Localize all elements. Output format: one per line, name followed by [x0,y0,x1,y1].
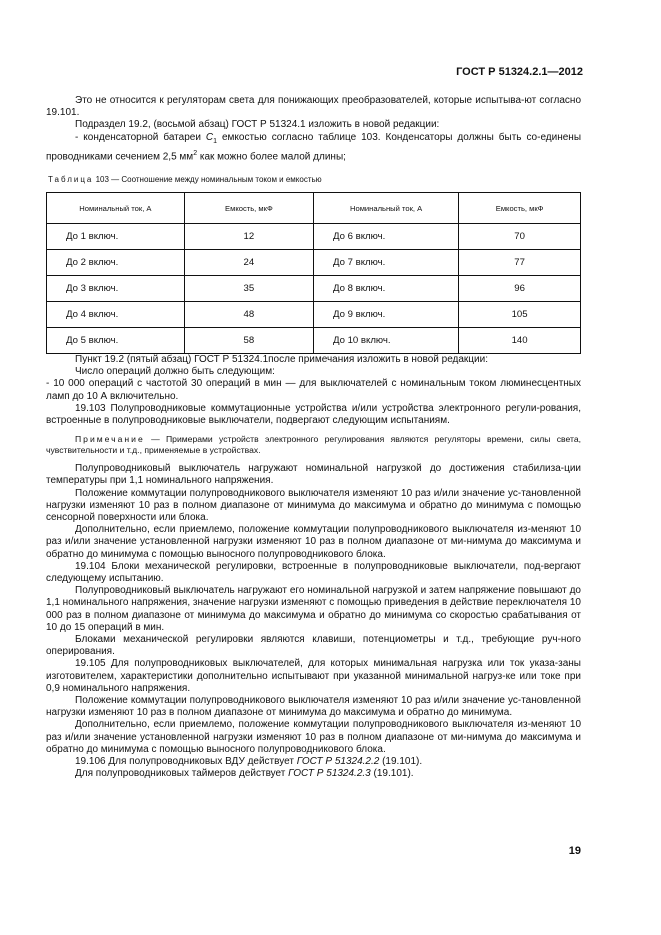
intro-p3-part-a: - конденсаторной батареи [75,131,206,143]
body-paragraph: Полупроводниковый выключатель нагружают его номинальной нагрузкой и затем напряжение повышают до 1,1 номинального напряжения, значение нагрузки изменяют с помощью приведения в действие переключателя 10 000 раз в полном диапазоне от минимума до максимума и обратно до минимума со скоростью срабатывания от 10 до 15 операций в мин. [46,585,581,633]
table-header-cell: Номинальный ток, А [47,193,185,224]
body-paragraph: 19.103 Полупроводниковые коммутационные устройства и/или устройства электронного регули-рования, встроенные в полупроводниковые выключатели, подвергают следующим испытаниям. [46,402,581,427]
note-text: — Примерами устройств электронного регулирования являются регуляторы времени, силы света, чувствительности и т.д., применяемые в устройствах. [46,434,581,456]
capacitor-subscript: 1 [213,137,218,145]
intro-block [46,95,581,163]
table-cell: 12 [184,224,313,250]
body-paragraph: Дополнительно, если приемлемо, положение коммутации полупроводникового выключателя из-меняют 10 раз и/или значение установленной нагрузки изменяют 10 раз в полном диапазоне от ми-нимума до максимума и обратно до минимума с помощью выносного полупроводникового блока. [46,719,581,755]
table-row [47,276,581,302]
table-row [47,224,581,250]
body-paragraph: Полупроводниковый выключатель нагружают номинальной нагрузкой до достижения стабилиза-ции температуры при 1,1 номинального напряжения. [46,463,581,487]
body-paragraph: Дополнительно, если приемлемо, положение коммутации полупроводникового выключателя из-меняют 10 раз и/или значение установленной нагрузки изменяют 10 раз в полном диапазоне от ми-нимума до максимума и обратно до минимума с помощью выносного полупроводникового блока. [46,524,581,560]
body-paragraph: Число операций должно быть следующим: [75,366,275,378]
intro-p3-part-c: как можно более малой длины; [197,151,346,163]
note-paragraph [46,434,581,456]
table-cell: 35 [184,276,313,302]
intro-p3-part-b: емкостью согласно таблице 103. Конденсаторы должны быть со-единены проводниками сечением 2,5 мм [46,131,582,163]
table-cell: До 10 включ. [313,328,458,354]
standard-reference: ГОСТ Р 51324.2.2 [296,756,380,768]
body-paragraph: 19.104 Блоки механической регулировки, встроенные в полупроводниковые выключатели, под-вергают следующему испытанию. [46,560,581,585]
document-header: ГОСТ Р 51324.2.1—2012 [456,66,583,78]
table-header-cell: Емкость, мкФ [184,193,313,224]
table-header-cell: Емкость, мкФ [459,193,581,224]
body-paragraph: Положение коммутации полупроводникового выключателя изменяют 10 раз и/или значение ус-тановленной нагрузки изменяют 10 раз в полном диапазоне от минимума до максимума и обратно до минимума с помощью сенсорной поверхности или блока. [46,487,581,524]
table-cell: 70 [459,224,581,250]
table-cell: До 7 включ. [313,250,458,276]
table-cell: До 5 включ. [47,328,185,354]
b14-part-c: (19.101). [379,756,423,768]
table-cell: 77 [459,250,581,276]
table-cell: 58 [184,328,313,354]
b15-part-c: (19.101). [370,768,414,780]
table-row [47,328,581,354]
intro-paragraph-2: Подраздел 19.2, (восьмой абзац) ГОСТ Р 51324.1 изложить в новой редакции: [75,119,440,131]
table-cell: До 1 включ. [47,224,185,250]
table-header-cell: Номинальный ток, А [313,193,458,224]
standard-reference: ГОСТ Р 51324.2.3 [288,768,371,780]
table-caption [48,174,583,186]
table-cell: До 2 включ. [47,250,185,276]
table-cell: До 4 включ. [47,302,185,328]
capacitance-table [46,192,581,354]
table-caption-word: Таблица [48,175,94,184]
b14-part-a: 19.106 Для полупроводниковых ВДУ действует [75,756,297,768]
body-paragraph: Пункт 19.2 (пятый абзац) ГОСТ Р 51324.1после примечания изложить в новой редакции: [75,354,488,365]
body-paragraph [46,768,581,780]
table-cell: 140 [459,328,581,354]
table-cell: До 9 включ. [313,302,458,328]
table-cell: 48 [184,302,313,328]
table-header-row [47,193,581,224]
capacitor-symbol: C [205,131,214,143]
table-cell: До 8 включ. [313,276,458,302]
b15-part-a: Для полупроводниковых таймеров действует [75,768,289,780]
intro-paragraph-1: Это не относится к регуляторам света для понижающих преобразователей, которые испытыва-ют согласно 19.101. [46,95,581,119]
body-paragraph: Блоками механической регулировки являются клавиши, потенциометры и т.д., требующие руч-ного оперирования. [46,634,581,658]
page-number: 19 [568,845,581,857]
table-cell: 105 [459,302,581,328]
table-caption-rest: 103 — Соотношение между номинальным током и емкостью [93,175,322,184]
body-block [46,354,581,781]
table-row [47,302,581,328]
table-cell: 96 [459,276,581,302]
intro-paragraph-3 [46,132,581,164]
table-cell: До 3 включ. [47,276,185,302]
unit-superscript: 2 [193,149,198,157]
body-paragraph: - 10 000 операций с частотой 30 операций в мин — для выключателей с номинальным током люминесцентных ламп до 10 А включительно. [46,378,581,402]
table-cell: До 6 включ. [313,224,458,250]
table-cell: 24 [184,250,313,276]
note-label: Примечание [75,434,145,445]
body-paragraph: 19.105 Для полупроводниковых выключателей, для которых минимальная нагрузка или ток указа-заны изготовителем, характеристики дополнительно испытывают при указанной минимальной нагруз-ке или токе при 0,9 номинального напряжения. [46,658,581,694]
body-paragraph: Положение коммутации полупроводникового выключателя изменяют 10 раз и/или значение ус-тановленной нагрузки изменяют 10 раз в полном диапазоне от минимума до максимума и обратно до минимума. [46,695,581,719]
body-paragraph [46,756,581,768]
table-row [47,250,581,276]
